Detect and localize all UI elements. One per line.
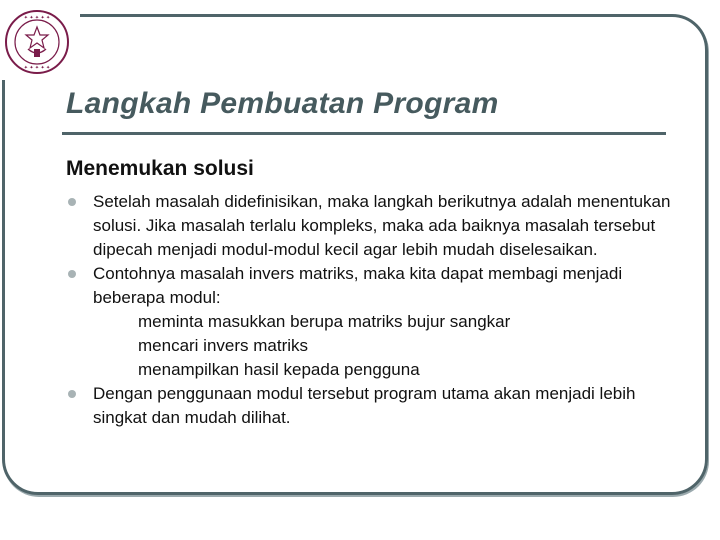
bullet-text: Contohnya masalah invers matriks, maka kita dapat membagi menjadi beberapa modul: bbox=[93, 264, 623, 307]
university-seal-logo bbox=[4, 9, 70, 75]
bullet-text: Setelah masalah didefinisikan, maka langkah berikutnya adalah menentukan solusi. Jika masalah terlalu kompleks, maka ada baiknya masalah tersebut dipecah menjadi modul-modul kecil agar lebih mudah diselesaikan. bbox=[93, 192, 671, 259]
svg-text:✦ ✦ ✦ ✦ ✦: ✦ ✦ ✦ ✦ ✦ bbox=[23, 65, 51, 71]
sub-item: menampilkan hasil kepada pengguna bbox=[138, 360, 420, 379]
bullet-item bbox=[64, 190, 684, 262]
bullet-dot-icon bbox=[68, 198, 76, 206]
svg-text:✦ ✦ ✦ ✦ ✦: ✦ ✦ ✦ ✦ ✦ bbox=[23, 15, 51, 21]
bullet-item bbox=[64, 382, 684, 430]
bullet-item bbox=[64, 262, 684, 382]
sub-item: mencari invers matriks bbox=[138, 336, 309, 355]
bullet-dot-icon bbox=[68, 390, 76, 398]
bullet-dot-icon bbox=[68, 270, 76, 278]
slide-title: Langkah Pembuatan Program bbox=[66, 87, 499, 120]
title-divider bbox=[62, 132, 666, 135]
sub-item: meminta masukkan berupa matriks bujur sangkar bbox=[138, 312, 511, 331]
section-subtitle: Menemukan solusi bbox=[66, 157, 254, 180]
bullet-list bbox=[64, 190, 684, 430]
bullet-text: Dengan penggunaan modul tersebut program utama akan menjadi lebih singkat dan mudah dilihat. bbox=[93, 384, 636, 427]
